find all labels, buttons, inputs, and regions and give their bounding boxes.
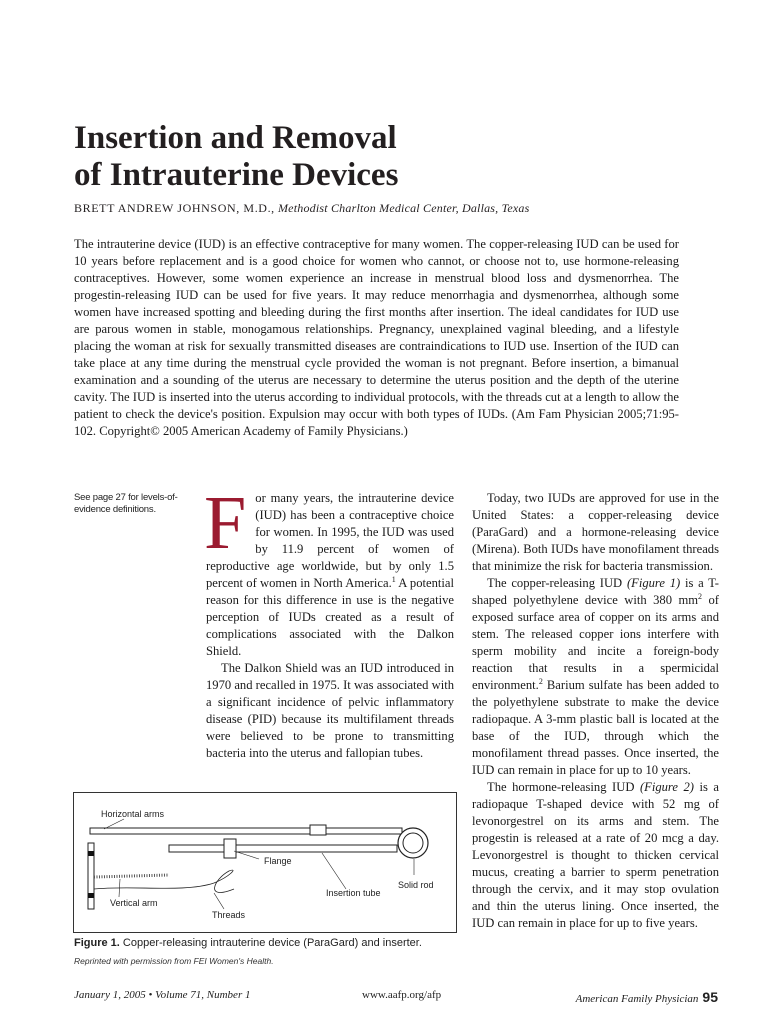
footer-issue: January 1, 2005 • Volume 71, Number 1: [74, 989, 251, 1001]
evidence-sidenote: See page 27 for levels-of-evidence definitions.: [74, 492, 178, 515]
text-run: The hormone-releasing IUD: [487, 780, 640, 794]
figure-reference-link[interactable]: (Figure 1): [626, 576, 681, 590]
copper-coil: [94, 875, 169, 877]
text-run: The copper-releasing IUD: [487, 576, 627, 590]
figure-1: [73, 792, 457, 933]
label-horizontal-arms: Horizontal arms: [101, 809, 165, 819]
label-solid-rod: Solid rod: [398, 880, 434, 890]
text-run: is a radiopaque T-shaped device with 52 mg of levonorgestrel on its arms and stem. The progestin is released at a rate of 20 mcg a day. Levonorgestrel is thought to thicken cervical mucus, creating a barrier to sperm penetration through the cervix, and it may stop ovulation and thin the uterus lining. Once inserted, the IUD can remain in place for up to five years.: [472, 780, 719, 930]
horizontal-arms-shape: [90, 828, 402, 834]
footer-journal: [576, 989, 718, 1005]
text-run: Barium sulfate has been added to the polyethylene substrate to make the device radiopaque. A 3-mm plastic ball is located at the base of the IUD, through which the monofilament thread passes. Once inserted, the IUD can remain in place for up to 10 years.: [472, 678, 719, 777]
author-name: BRETT ANDREW JOHNSON, M.D.,: [74, 201, 275, 215]
solid-rod-inner: [403, 833, 423, 853]
label-threads: Threads: [212, 910, 246, 920]
byline: [74, 201, 529, 216]
page-number: 95: [702, 989, 718, 1005]
caption-label: Figure 1.: [74, 937, 120, 949]
paragraph: [472, 779, 719, 932]
superscript: 2: [698, 591, 703, 601]
figure-reference-link[interactable]: (Figure 2): [639, 780, 694, 794]
figure-credit: Reprinted with permission from FEI Women's Health.: [74, 956, 274, 966]
paragraph: [204, 481, 454, 660]
caption-text: Copper-releasing intrauterine device (ParaGard) and inserter.: [119, 937, 422, 949]
arm-sleeve: [310, 825, 326, 835]
paragraph: The Dalkon Shield was an IUD introduced in 1970 and recalled in 1975. It was associated with a significant incidence of pelvic inflammatory disease (PID) because its multifilament threads were believed to be prone to transmitting bacteria into the uterus and fallopian tubes.: [206, 661, 454, 760]
title-line-1: Insertion and Removal: [74, 120, 397, 156]
author-institution: Methodist Charlton Medical Center, Dallas, Texas: [277, 201, 530, 215]
article-title: [74, 120, 714, 194]
figure-caption: [74, 937, 459, 949]
body-column-2: [472, 490, 719, 932]
text-run: A potential reason for this difference in use is the negative perception of IUDs created as a result of complications associated with the Dalkon Shield.: [206, 576, 454, 658]
text-run: of exposed surface area of copper on its arms and stem. The released copper ions interfere with sperm mobility and incite a foreign-body reaction that results in a spermicidal environment.: [472, 593, 719, 692]
citation-sup: 2: [538, 676, 543, 686]
label-vertical-arm: Vertical arm: [110, 898, 158, 908]
text-run: is a T-shaped polyethylene device with 380 mm: [472, 576, 719, 607]
citation-sup: 1: [391, 574, 396, 584]
paragraph: Today, two IUDs are approved for use in the United States: a copper-releasing device (ParaGard) and a hormone-releasing device (Mirena). Both IUDs have monofilament threads that minimize the risk for bacteria transmission.: [472, 491, 719, 573]
footer-url-link[interactable]: www.aafp.org/afp: [362, 989, 442, 1001]
flange-shape: [224, 839, 236, 858]
title-line-2: of Intrauterine Devices: [74, 157, 399, 193]
abstract: The intrauterine device (IUD) is an effective contraceptive for many women. The copper-releasing IUD can be used for 10 years before replacement and is a good choice for women who cannot, or choose not to, use hormone-releasing contraceptives. However, some women experience an increase in menstrual blood loss and dysmenorrhea. The progestin-releasing IUD can be used for five years. It may reduce menorrhagia and dysmenorrhea, although some women have increased spotting and bleeding during the first months after insertion. The ideal candidates for IUD use are parous women in stable, monogamous relationships. Pregnancy, unexplained vaginal bleeding, and a lifestyle placing the woman at risk for sexually transmitted diseases are contraindications to IUD use. Insertion of the IUD can take place at any time during the menstrual cycle provided the woman is not pregnant. Before insertion, a bimanual examination and a sounding of the uterus are necessary to determine the uterus position and the depth of the uterine cavity. The IUD is inserted into the uterus according to individual protocols, with the threads cut at a length to allow the patient to check the device's position. Expulsion may occur with both types of IUDs. (Am Fam Physician 2005;71:95-102. Copyright© 2005 American Academy of Family Physicians.): [74, 237, 679, 438]
insertion-tube-shape: [169, 845, 397, 852]
body-column-1: [204, 481, 454, 762]
threads-shape: [94, 870, 234, 892]
label-insertion-tube: Insertion tube: [326, 888, 381, 898]
leader-line: [322, 853, 346, 889]
journal-name: American Family Physician: [575, 993, 699, 1005]
stem-band: [88, 893, 94, 898]
paragraph: [472, 575, 719, 779]
stem-band: [88, 851, 94, 856]
leader-line: [214, 893, 224, 909]
iud-diagram: [74, 793, 456, 932]
text-run: or many years, the intrauterine device (IUD) has been a contraceptive choice for women. In 1995, the IUD was used by 11.9 percent of women of reproductive age worldwide, but by only 1.5 percent of women in North America.: [206, 491, 454, 590]
label-flange: Flange: [264, 856, 292, 866]
drop-cap: F: [204, 481, 247, 565]
